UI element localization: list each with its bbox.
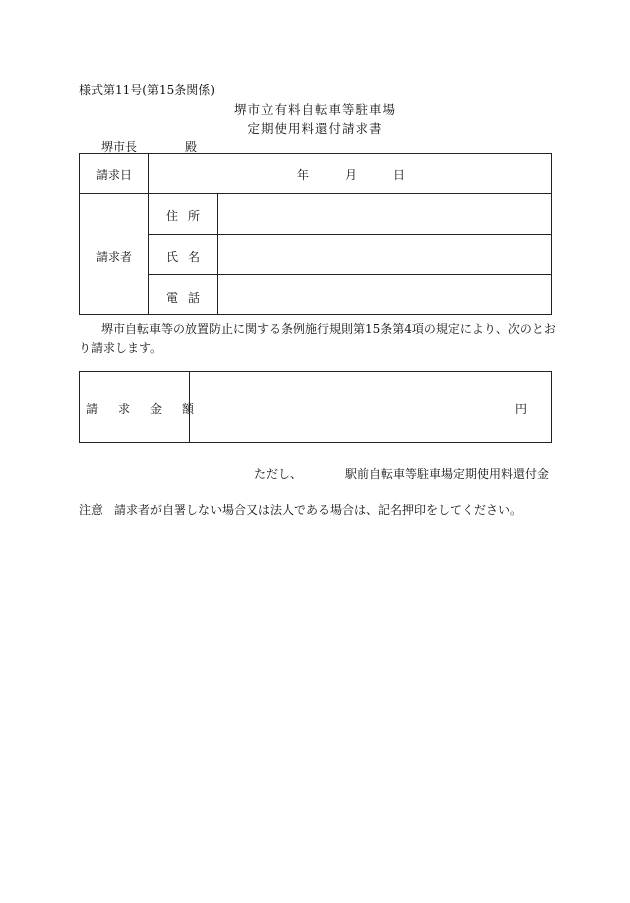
amount-field[interactable]	[190, 372, 510, 442]
name-label: 氏名	[166, 250, 211, 264]
date-day-field[interactable]: 日	[393, 168, 406, 182]
proviso-detail: 駅前自転車等駐車場定期使用料還付金	[345, 467, 550, 481]
proviso-prefix: ただし、	[254, 467, 303, 481]
phone-label: 電話	[166, 291, 211, 305]
phone-field[interactable]	[218, 275, 551, 314]
address-label: 住所	[166, 209, 211, 223]
document-title-line1: 堺市立有料自転車等駐車場	[233, 102, 396, 117]
form-number: 様式第11号(第15条関係)	[79, 83, 215, 97]
station-name-field[interactable]	[300, 462, 344, 480]
date-label: 請求日	[96, 168, 133, 182]
requester-label: 請求者	[96, 250, 133, 264]
note-label: 注意	[79, 503, 104, 517]
addressee: 堺市長	[101, 140, 138, 154]
date-year-field[interactable]: 年	[297, 168, 310, 182]
honorific: 殿	[185, 140, 198, 154]
name-field[interactable]	[218, 235, 551, 273]
body-text-line1: 堺市自転車等の放置防止に関する条例施行規則第15条第4項の規定により、次のとお	[101, 322, 556, 336]
date-month-field[interactable]: 月	[345, 168, 358, 182]
address-field[interactable]	[218, 194, 551, 233]
table-divider	[148, 153, 149, 315]
amount-unit: 円	[515, 402, 528, 416]
amount-label: 請求金額	[86, 402, 215, 416]
body-text-line2: り請求します。	[79, 341, 163, 355]
document-title-line2: 定期使用料還付請求書	[247, 121, 383, 136]
note-text: 請求者が自署しない場合又は法人である場合は、記名押印をしてください。	[114, 503, 523, 517]
